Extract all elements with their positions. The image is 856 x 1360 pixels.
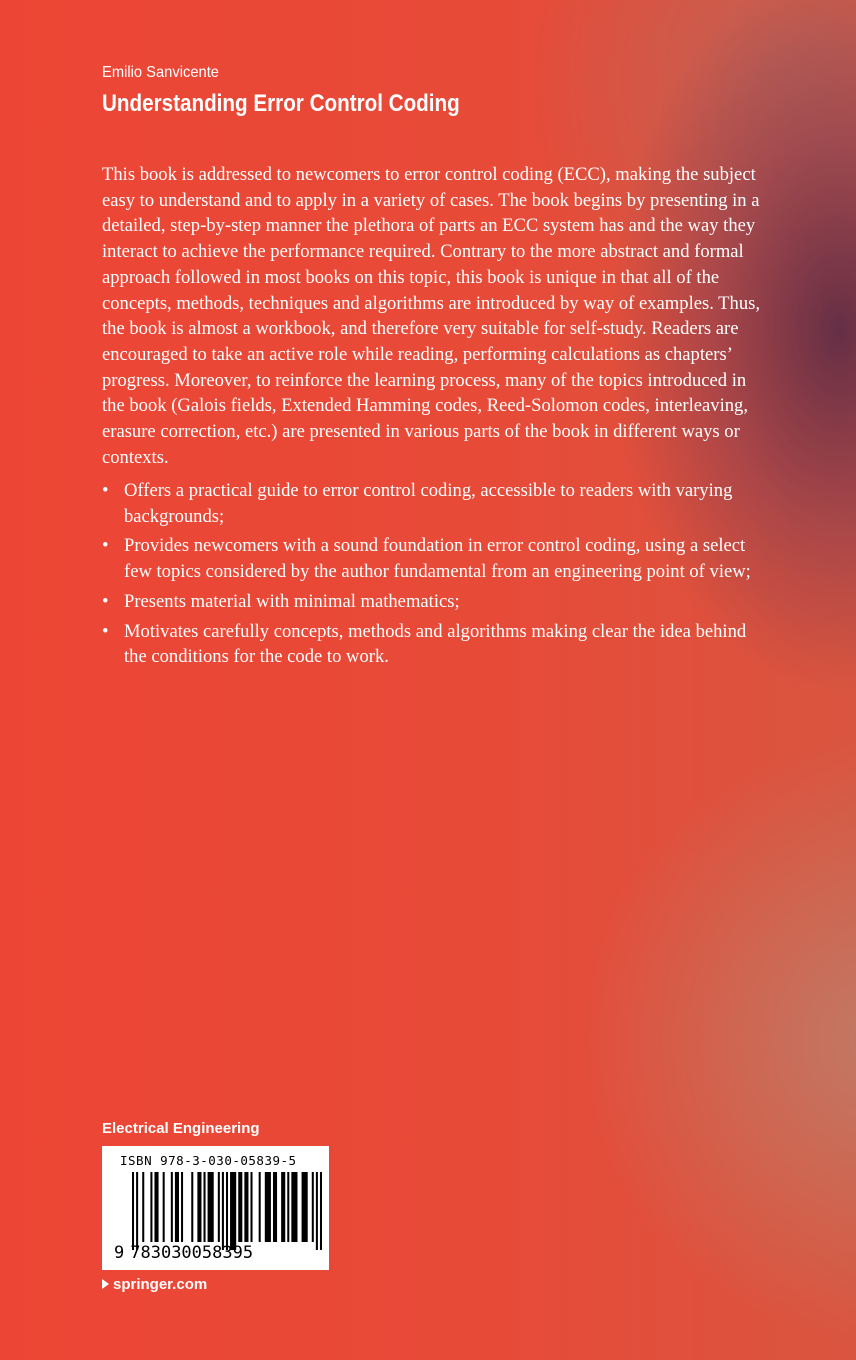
isbn-label: ISBN 978-3-030-05839-5 bbox=[120, 1153, 297, 1168]
feature-item bbox=[102, 619, 762, 670]
isbn-barcode bbox=[102, 1146, 329, 1270]
barcode-bar bbox=[259, 1172, 261, 1242]
barcode-bars bbox=[132, 1172, 322, 1250]
bullet-icon: • bbox=[102, 535, 109, 557]
barcode-bar bbox=[175, 1172, 179, 1242]
barcode-bar bbox=[238, 1172, 242, 1242]
book-description: This book is addressed to newcomers to error control coding (ECC), making the subject easy to understand and to apply in a variety of cases. The book begins by presenting in a detailed, step-by-step manner the plethora of parts an ECC system has and the way they interact to achieve the performance required. Contrary to the more abstract and formal approach followed in most books on this topic, this book is unique in that all of the concepts, methods, techniques and algorithms are introduced by way of examples. Thus, the book is almost a workbook, and therefore very suitable for self-study. Readers are encouraged to take an active role while reading, performing calculations as chapters’ progress. Moreover, to reinforce the learning process, many of the topics introduced in the book (Galois fields, Extended Hamming codes, Reed-Solomon codes, interleaving, erasure correction, etc.) are presented in various parts of the book in different ways or contexts. bbox=[102, 164, 761, 468]
feature-item bbox=[102, 533, 762, 584]
barcode-bar bbox=[226, 1172, 228, 1250]
barcode-bar bbox=[136, 1172, 138, 1250]
feature-list bbox=[102, 478, 762, 674]
barcode-digits bbox=[114, 1243, 253, 1263]
barcode-bar bbox=[204, 1172, 206, 1242]
bullet-icon: • bbox=[102, 480, 109, 501]
bullet-icon: • bbox=[102, 590, 109, 612]
feature-item bbox=[102, 589, 762, 615]
feature-text: Offers a practical guide to error control coding, accessible to readers with varying backgrounds; bbox=[124, 480, 733, 527]
barcode-bar bbox=[218, 1172, 220, 1242]
arrow-right-icon bbox=[102, 1279, 109, 1289]
publisher-url[interactable]: springer.com bbox=[113, 1276, 208, 1293]
barcode-bar bbox=[191, 1172, 193, 1242]
barcode-number: 783030058395 bbox=[130, 1243, 254, 1263]
barcode-bar bbox=[265, 1172, 271, 1242]
subject-category: Electrical Engineering bbox=[102, 1120, 260, 1137]
barcode-bar bbox=[208, 1172, 214, 1242]
bullet-icon: • bbox=[102, 620, 109, 642]
barcode-bar bbox=[316, 1172, 318, 1250]
feature-text: Provides newcomers with a sound foundation in error control coding, using a select few topics considered by the author fundamental from an engineering point of view; bbox=[124, 535, 751, 583]
barcode-bar bbox=[230, 1172, 236, 1250]
author-name: Emilio Sanvicente bbox=[102, 64, 219, 81]
barcode-bar bbox=[320, 1172, 322, 1250]
barcode-bar bbox=[302, 1172, 308, 1242]
barcode-bar bbox=[181, 1172, 183, 1242]
barcode-bar bbox=[142, 1172, 144, 1242]
barcode-lead-digit: 9 bbox=[114, 1243, 125, 1263]
barcode-bar bbox=[281, 1172, 285, 1242]
barcode-bar bbox=[250, 1172, 252, 1242]
barcode-bar bbox=[197, 1172, 201, 1242]
feature-text: Motivates carefully concepts, methods and algorithms making clear the idea behind the conditions for the code to work. bbox=[124, 620, 747, 668]
barcode-bar bbox=[291, 1172, 297, 1242]
feature-item bbox=[102, 478, 762, 529]
barcode-bar bbox=[132, 1172, 134, 1250]
barcode-bar bbox=[273, 1172, 277, 1242]
barcode-bar bbox=[312, 1172, 314, 1242]
barcode-bar bbox=[163, 1172, 165, 1242]
barcode-bar bbox=[222, 1172, 224, 1250]
book-title: Understanding Error Control Coding bbox=[102, 90, 460, 117]
barcode-bar bbox=[171, 1172, 173, 1242]
barcode-bar bbox=[287, 1172, 289, 1242]
barcode-bar bbox=[150, 1172, 152, 1242]
barcode-bar bbox=[244, 1172, 248, 1242]
feature-text: Presents material with minimal mathematics; bbox=[124, 590, 460, 612]
publisher-link[interactable] bbox=[102, 1276, 207, 1293]
barcode-bar bbox=[154, 1172, 158, 1242]
